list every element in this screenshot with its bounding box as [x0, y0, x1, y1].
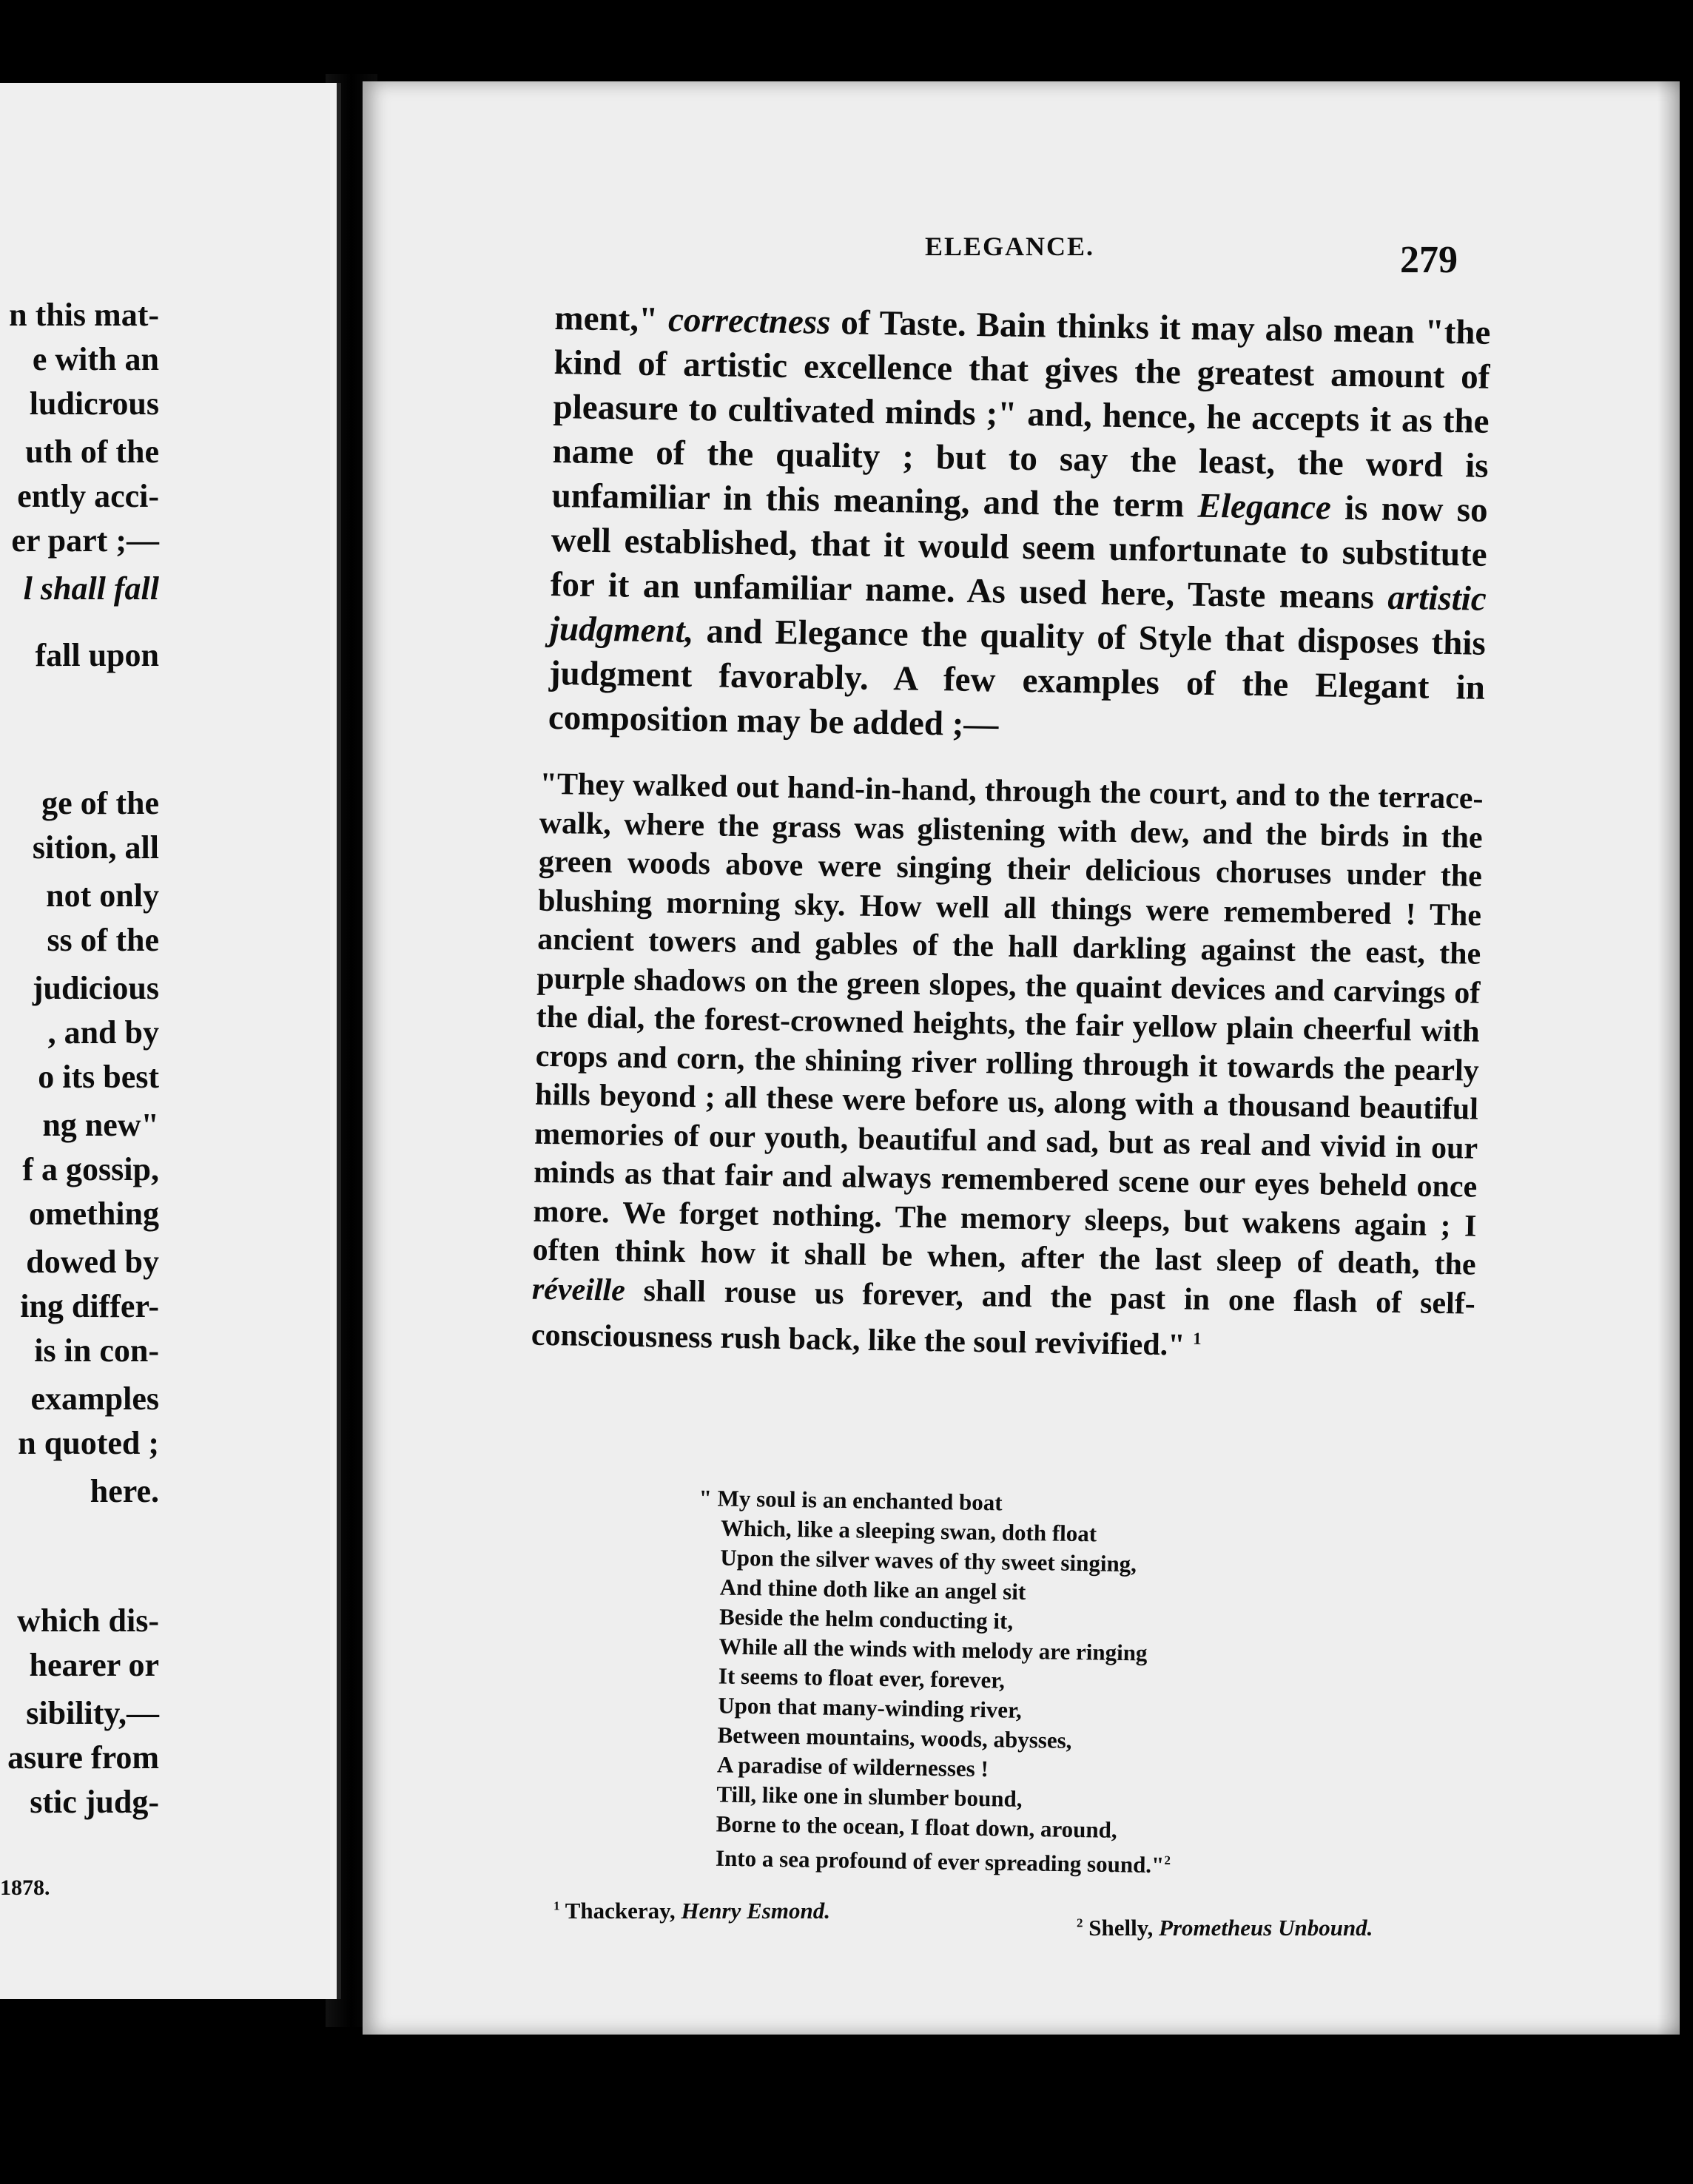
poem-line: Upon the silver waves of thy sweet singing,: [720, 1544, 1137, 1577]
left-page-line: o its best: [38, 1059, 159, 1095]
left-page-line: sibility,—: [26, 1695, 159, 1731]
poem-line: Into a sea profound of ever spreading sound."$^2$: [715, 1844, 1171, 1878]
paragraph-taste: ment," correctness of Taste. Bain thinks it may also mean "the kind of artistic excellence that gives the greatest amount of pleasure to cultivated minds ;" and, hence, he accepts it as the name of the quality ; but to say the least, the word is unfamiliar in this meaning, and the term Elegance is now so well established, that it would seem unfortunate to substitute for it an unfamiliar name. As used here, Taste means artistic judgment, and Elegance the quality of Style that disposes this judgment favorably. A few examples of the Elegant in composition may be added ;—: [548, 298, 1491, 744]
left-page-line: 1878.: [0, 1875, 50, 1900]
footnote-ref-2: 2: [1164, 1853, 1171, 1868]
left-page-line: er part ;—: [11, 522, 159, 559]
left-page-line: ge of the: [41, 785, 159, 821]
poem-line: Borne to the ocean, I float down, around,: [716, 1810, 1117, 1843]
left-page-line: omething: [29, 1196, 159, 1232]
left-page-line: hearer or: [29, 1647, 159, 1683]
left-page-line: e with an: [32, 341, 159, 377]
left-page-line: fall upon: [35, 637, 159, 673]
footnote-ref-1: 1: [1192, 1328, 1202, 1348]
left-page-line: ing differ-: [20, 1288, 159, 1324]
poem-line: And thine doth like an angel sit: [719, 1574, 1026, 1605]
poem-line: " My soul is an enchanted boat: [699, 1484, 1003, 1516]
left-page-line: ently acci-: [17, 478, 159, 514]
left-page-line: uth of the: [25, 434, 159, 470]
left-page-line: n quoted ;: [18, 1425, 159, 1461]
left-page-line: l shall fall: [23, 570, 159, 607]
left-page-line: examples: [30, 1381, 159, 1417]
left-page-line: asure from: [7, 1739, 159, 1776]
left-page-line: ludicrous: [29, 385, 159, 422]
left-page-line: , and by: [47, 1014, 159, 1051]
left-page-line: judicious: [32, 970, 159, 1006]
poem-line: Which, like a sleeping swan, doth float: [720, 1514, 1097, 1547]
left-page-line: which dis-: [17, 1602, 159, 1639]
left-page-line: sition, all: [32, 829, 159, 866]
poem-line: Beside the helm conducting it,: [718, 1603, 1014, 1634]
poem-line: While all the winds with melody are ringing: [718, 1633, 1148, 1666]
footnote-2: $^2$ Shelly, Prometheus Unbound.: [1077, 1915, 1373, 1941]
footnote-1: $^1$ Thackeray, Henry Esmond.: [553, 1898, 830, 1924]
left-page-line: n this mat-: [9, 297, 159, 333]
left-page-line: here.: [90, 1473, 159, 1509]
poem-line: It seems to float ever, forever,: [718, 1662, 1006, 1693]
left-page-line: not only: [46, 877, 159, 914]
left-page-line: f a gossip,: [22, 1151, 159, 1187]
running-head: ELEGANCE.: [925, 232, 1095, 261]
left-page-line: dowed by: [26, 1244, 159, 1280]
left-page-line: ng new": [42, 1107, 159, 1143]
page-number: 279: [1400, 239, 1458, 281]
left-page-line: stic judg-: [30, 1784, 159, 1820]
poem-line: Between mountains, woods, abysses,: [717, 1722, 1072, 1753]
quote-thackeray: "They walked out hand-in-hand, through the court, and to the terrace-walk, where the grass was glistening with dew, and the birds in the green woods above were singing their delicious choruses under the blushing morning sky. How well all things were remembered ! The ancient towers and gables of the hall darkling against the east, the purple shadows on the green slopes, the quaint devices and carvings of the dial, the forest-crowned heights, the fair yellow plain cheerful with crops and corn, the shining river rolling through it towards the pearly hills beyond ; all these were before us, along with a thousand beautiful memories of our youth, beautiful and sad, but as real and vivid in our minds as that fair and always remembered scene our eyes beheld once more. We forget nothing. The memory sleeps, but wakens again ; I often think how it shall be when, after the last sleep of death, the réveille shall rouse us forever, and the past in one flash of self-consciousness rush back, like the soul revivified." $^1$: [531, 766, 1484, 1363]
poem-line: A paradise of wildernesses !: [716, 1751, 989, 1782]
poem-line: Till, like one in slumber bound,: [716, 1781, 1023, 1812]
left-page-text: [0, 83, 159, 1999]
poem-line: Upon that many-winding river,: [718, 1692, 1023, 1723]
left-page: [0, 83, 341, 1999]
left-page-line: is in con-: [34, 1332, 159, 1369]
poem-shelley: [693, 1483, 1177, 1880]
body-text: [531, 296, 1491, 1369]
left-page-line: ss of the: [47, 922, 159, 958]
